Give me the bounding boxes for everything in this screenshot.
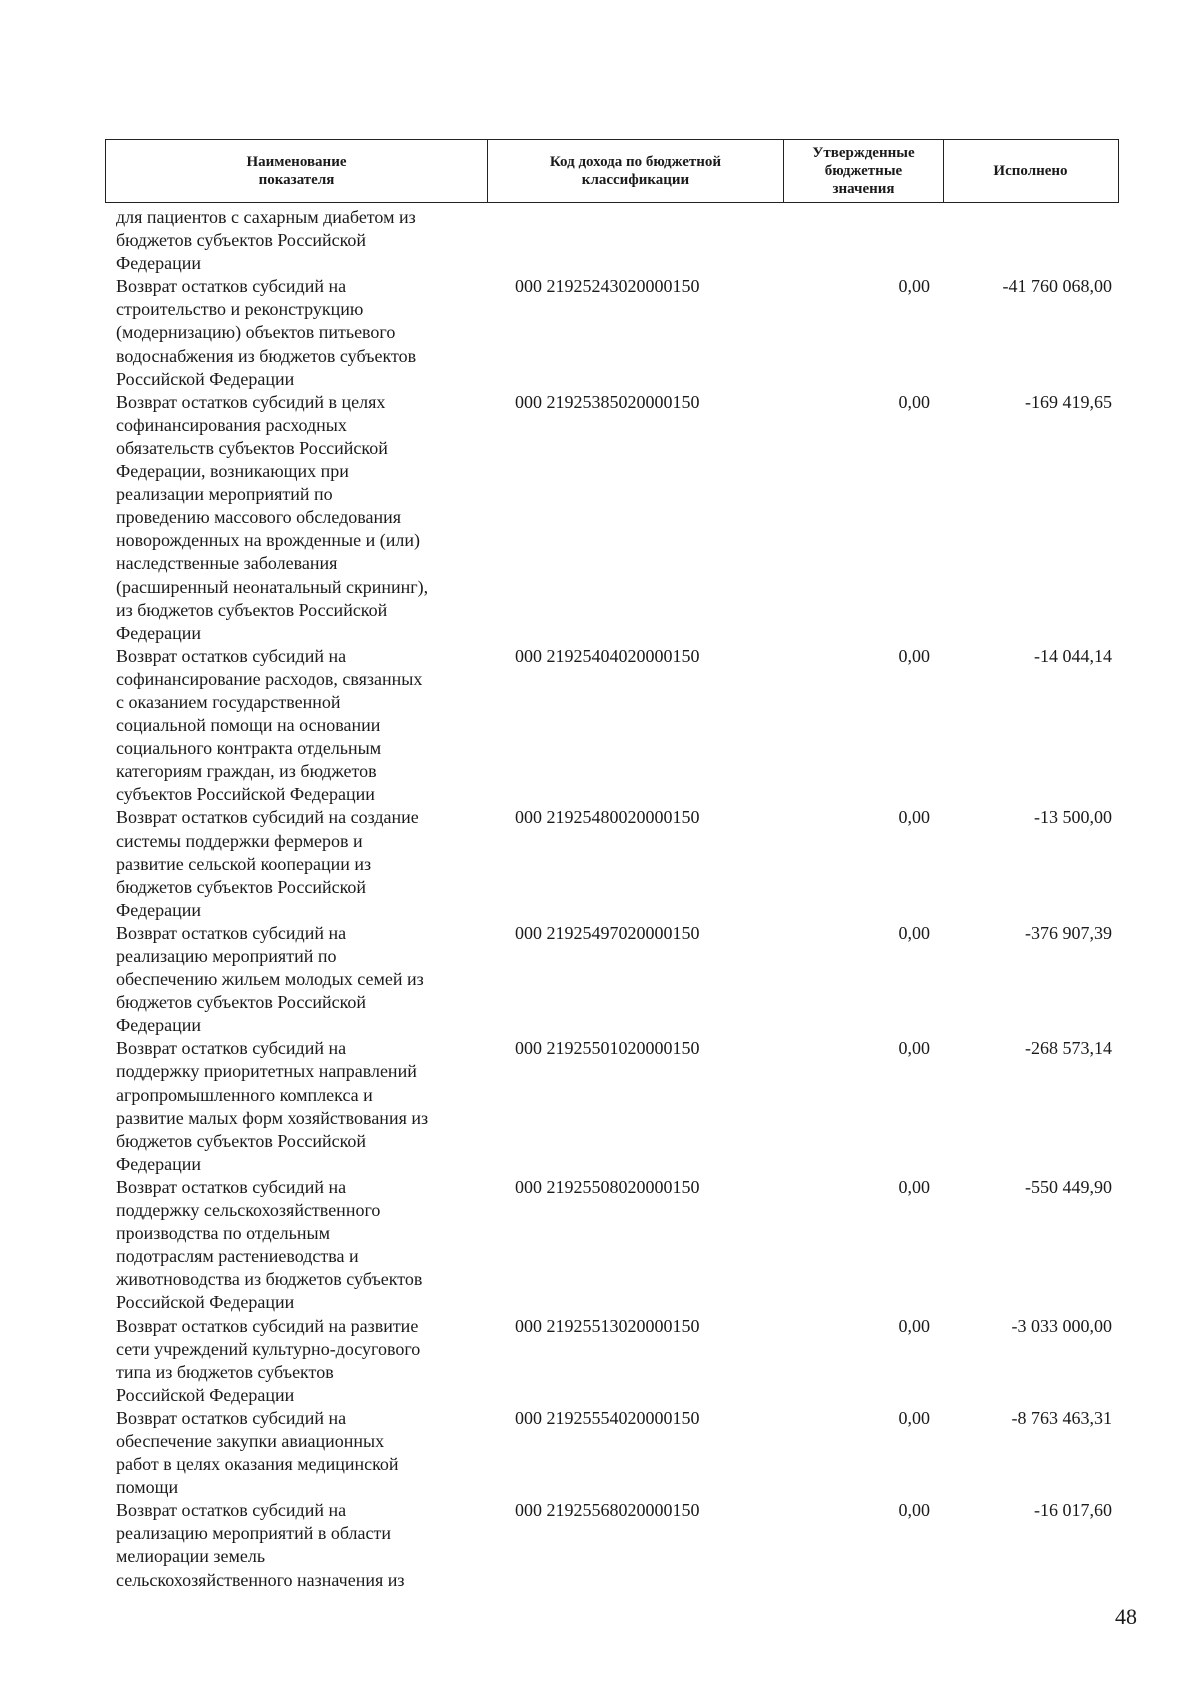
row-executed: -3 033 000,00 bbox=[1011, 1315, 1112, 1336]
row-name: Возврат остатков субсидий на строительство и реконструкцию (модернизацию) объектов питьевого водоснабжения из бюджетов субъектов Российской Федерации bbox=[116, 276, 417, 389]
row-approved: 0,00 bbox=[898, 1315, 930, 1336]
row-approved: 0,00 bbox=[898, 391, 930, 412]
row-executed: -13 500,00 bbox=[1034, 807, 1112, 828]
row-executed: -268 573,14 bbox=[1025, 1038, 1112, 1059]
table-row bbox=[0, 275, 1200, 390]
table-row bbox=[0, 206, 1200, 275]
row-code: 000 21925501020000150 bbox=[515, 1038, 700, 1059]
row-name: Возврат остатков субсидий на софинансирование расходов, связанных с оказанием государственной социальной помощи на основании социального контракта отдельным категориям граждан, из бюджетов субъектов Российской Федерации bbox=[116, 645, 423, 805]
table-row bbox=[0, 1176, 1200, 1315]
row-name: Возврат остатков субсидий на реализацию мероприятий по обеспечению жильем молодых семей из бюджетов субъектов Российской Федерации bbox=[116, 922, 424, 1036]
row-code: 000 21925568020000150 bbox=[515, 1500, 700, 1521]
row-approved: 0,00 bbox=[898, 1176, 930, 1197]
row-code: 000 21925385020000150 bbox=[515, 391, 700, 412]
table-body bbox=[0, 206, 1200, 1592]
row-executed: -169 419,65 bbox=[1025, 391, 1112, 412]
row-name: Возврат остатков субсидий в целях софинансирования расходных обязательств субъектов Российской Федерации, возникающих при реализации мероприятий по проведению массового обследования новорожденных на врожденные и (или) наследственные заболевания (расширенный неонатальный скрининг), из бюджетов субъектов Российской Федерации bbox=[116, 391, 429, 643]
row-code: 000 21925513020000150 bbox=[515, 1315, 700, 1336]
table-row bbox=[0, 806, 1200, 921]
table-row bbox=[0, 391, 1200, 645]
row-code: 000 21925480020000150 bbox=[515, 807, 700, 828]
header-name: Наименование показателя bbox=[106, 140, 488, 202]
row-name: Возврат остатков субсидий на развитие сети учреждений культурно-досугового типа из бюджетов субъектов Российской Федерации bbox=[116, 1315, 421, 1405]
row-executed: -376 907,39 bbox=[1025, 922, 1112, 943]
table-row bbox=[0, 1037, 1200, 1176]
row-executed: -550 449,90 bbox=[1025, 1176, 1112, 1197]
table-row bbox=[0, 1499, 1200, 1591]
header-executed: Исполнено bbox=[993, 163, 1068, 179]
row-name: Возврат остатков субсидий на поддержку приоритетных направлений агропромышленного комплекса и развитие малых форм хозяйствования из бюджетов субъектов Российской Федерации bbox=[116, 1038, 429, 1174]
row-executed: -16 017,60 bbox=[1034, 1500, 1112, 1521]
row-name: Возврат остатков субсидий на реализацию мероприятий в области мелиорации земель сельскохозяйственного назначения из bbox=[116, 1500, 405, 1590]
row-code: 000 21925508020000150 bbox=[515, 1176, 700, 1197]
row-approved: 0,00 bbox=[898, 922, 930, 943]
header-code: Код дохода по бюджетной классификации bbox=[488, 140, 784, 202]
row-name: для пациентов с сахарным диабетом из бюджетов субъектов Российской Федерации bbox=[116, 207, 416, 274]
row-approved: 0,00 bbox=[898, 807, 930, 828]
row-approved: 0,00 bbox=[898, 1038, 930, 1059]
row-code: 000 21925404020000150 bbox=[515, 645, 700, 666]
header-approved: Утвержденные бюджетные значения bbox=[784, 140, 944, 202]
table-row bbox=[0, 1407, 1200, 1499]
table-row bbox=[0, 645, 1200, 807]
table-row bbox=[0, 922, 1200, 1037]
row-code: 000 21925243020000150 bbox=[515, 276, 700, 297]
row-approved: 0,00 bbox=[898, 1500, 930, 1521]
row-approved: 0,00 bbox=[898, 645, 930, 666]
row-name: Возврат остатков субсидий на создание системы поддержки фермеров и развитие сельской кооперации из бюджетов субъектов Российской Федерации bbox=[116, 807, 419, 920]
page-number: 48 bbox=[1115, 1604, 1137, 1629]
row-code: 000 21925497020000150 bbox=[515, 922, 700, 943]
row-name: Возврат остатков субсидий на поддержку сельскохозяйственного производства по отдельным подотраслям растениеводства и животноводства из бюджетов субъектов Российской Федерации bbox=[116, 1176, 423, 1313]
row-name: Возврат остатков субсидий на обеспечение закупки авиационных работ в целях оказания медицинской помощи bbox=[116, 1407, 399, 1498]
table-header bbox=[105, 139, 1119, 203]
table-row bbox=[0, 1315, 1200, 1407]
row-code: 000 21925554020000150 bbox=[515, 1407, 700, 1428]
row-approved: 0,00 bbox=[898, 1407, 930, 1428]
row-approved: 0,00 bbox=[898, 276, 930, 297]
row-executed: -41 760 068,00 bbox=[1002, 276, 1112, 297]
row-executed: -14 044,14 bbox=[1034, 645, 1112, 666]
row-executed: -8 763 463,31 bbox=[1011, 1407, 1112, 1428]
